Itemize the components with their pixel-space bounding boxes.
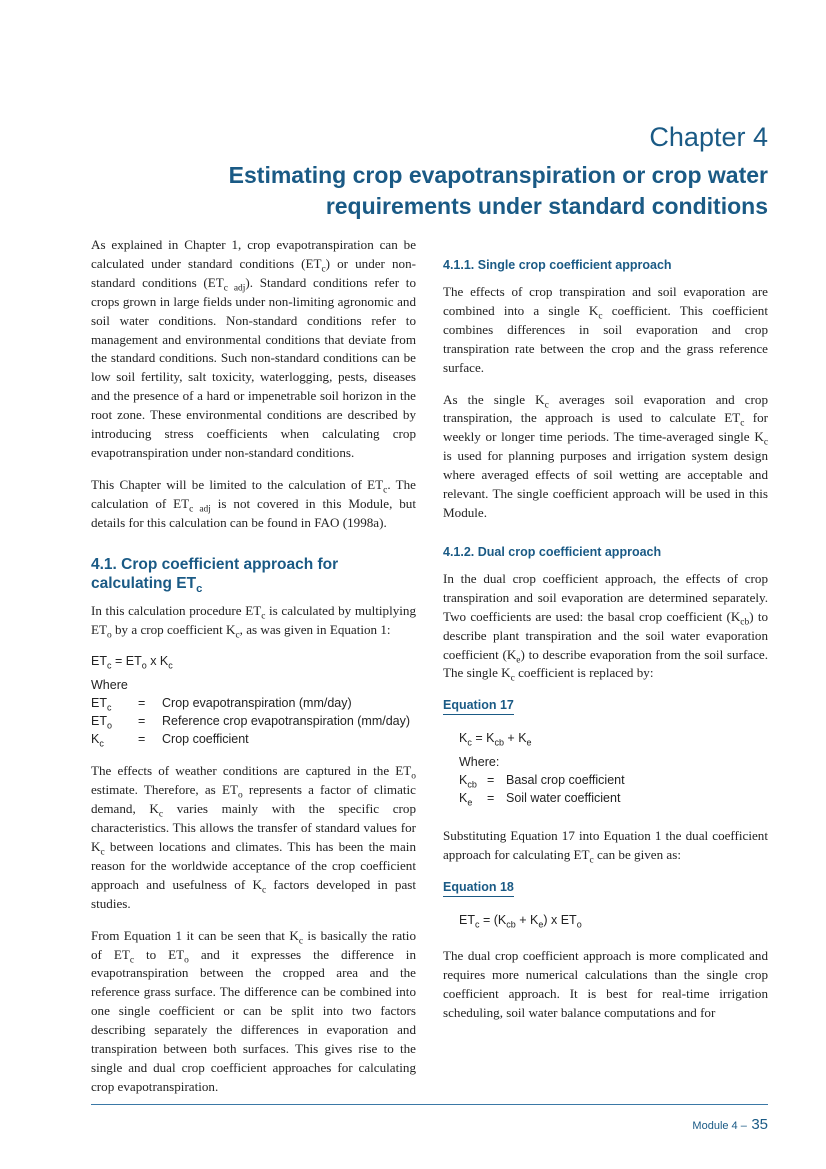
section-heading-4-1-2: 4.1.2. Dual crop coefficient approach xyxy=(443,544,662,559)
definition-text: Basal crop coefficient xyxy=(506,773,625,788)
definition-symbol: $K_e$ xyxy=(459,791,473,808)
definition-symbol: $K_{cb}$ xyxy=(459,773,477,790)
chapter-title: Estimating crop evapotranspiration or crop water requirements under standard conditions xyxy=(228,162,768,219)
page-number: 35 xyxy=(751,1116,768,1133)
paragraph: The dual crop coefficient approach is more complicated and requires more numerical calculations than the single crop coefficient approach. It is best for real-time irrigation scheduling, soil water balance computations and for xyxy=(443,948,768,1020)
where-label: Where: xyxy=(459,755,500,770)
definition-text: Crop coefficient xyxy=(162,732,249,747)
definition-row xyxy=(459,771,768,789)
section-heading-4-1: 4.1. Crop coefficient approach for calculating $ET_c$ xyxy=(91,555,339,595)
definition-equals: = xyxy=(487,791,495,806)
paragraph: The effects of weather conditions are captured in the $ET_o$ estimate. Therefore, as $ET_o$ represents a factor of climatic demand, $K_c$ varies mainly with the specific crop characteristics. This allows the transfer of standard values for $K_c$ between locations and climates. This has been the main reason for the worldwide acceptance of the crop coefficient approach and usefulness of $K_c$ factors developed in past studies. xyxy=(91,763,416,911)
equation-17-block xyxy=(443,729,768,807)
equation-18-block xyxy=(443,911,768,929)
right-column xyxy=(443,236,768,1036)
definition-equals: = xyxy=(487,773,495,788)
paragraph: In the dual crop coefficient approach, the effects of crop transpiration and soil evaporation are determined separately. Two coefficients are used: the basal crop coefficient $(K_{cb})$ to describe plant transpiration and the soil water evaporation coefficient $(K_e)$ to describe evaporation from the soil surface. The single $K_c$ coefficient is replaced by: xyxy=(443,570,769,685)
definition-row xyxy=(459,789,768,807)
equation-1-block xyxy=(91,652,416,748)
footer xyxy=(692,1116,768,1134)
equation-17: $K_c = K_{cb} + K_e$ xyxy=(459,731,532,748)
equation-17-heading: Equation 17 xyxy=(443,698,514,715)
definition-symbol: $K_c$ xyxy=(91,732,104,749)
definition-text: Soil water coefficient xyxy=(506,791,621,806)
paragraph: In this calculation procedure $ET_c$ is calculated by multiplying $ET_o$ by a crop coefficient $K_c$, as was given in Equation 1: xyxy=(91,602,416,641)
section-heading-4-1-1: 4.1.1. Single crop coefficient approach xyxy=(443,258,672,272)
equation-1: $ET_c = ET_o$ x $K_c$ xyxy=(91,654,173,671)
definition-symbol: $ET_o$ xyxy=(91,714,112,731)
definition-text: Crop evapotranspiration (mm/day) xyxy=(162,696,352,711)
left-column xyxy=(91,236,416,1110)
definition-equals: = xyxy=(138,732,146,747)
paragraph: This Chapter will be limited to the calculation of $ET_c$. The calculation of $ET_{c adj}$ is not covered in this Module, but details for this calculation can be found in FAO (1998a). xyxy=(91,476,416,530)
paragraph: Substituting Equation 17 into Equation 1 the dual coefficient approach for calculating $ET_c$ can be given as: xyxy=(443,828,768,866)
paragraph: The effects of crop transpiration and soil evaporation are combined into a single $K_c$ coefficient. This coefficient combines differences in soil evaporation and crop transpiration rate between the crop and the grass reference surface. xyxy=(443,284,768,375)
paragraph: As the single $K_c$ averages soil evaporation and crop transpiration, the approach is used to calculate $ET_c$ for weekly or longer time periods. The time-averaged single $K_c$ is used for planning purposes and irrigation system design where averaged effects of soil wetting are acceptable and relevant. The single coefficient approach will be used in this Module. xyxy=(443,391,768,520)
definition-row xyxy=(91,730,416,748)
definition-row xyxy=(91,712,416,730)
paragraph: From Equation 1 it can be seen that $K_c$ is basically the ratio of $ET_c$ to $ET_o$ and it expresses the difference in evapotranspiration between the cropped area and the reference grass surface. The difference can be combined into one single coefficient or can be split into two factors describing separately the differences in evaporation and transpiration between both surfaces. This gives rise to the single and dual crop coefficient approaches for calculating crop evapotranspiration. xyxy=(91,927,416,1094)
paragraph: As explained in Chapter 1, crop evapotranspiration can be calculated under standard conditions $(ET_c)$ or under non-standard conditions $(ET_{c adj})$. Standard conditions refer to crops grown in large fields under non-limiting agronomic and soil water conditions. Non-standard conditions refer to management and environmental conditions that deviate from the standard conditions. Such non-standard conditions can be low soil fertility, salt toxicity, waterlogging, pests, diseases and the presence of a hard or impenetrable soil horizon in the root zone. These environmental conditions are described by introducing stress coefficients when calculating crop evapotranspiration under non-standard conditions. xyxy=(91,237,416,460)
definition-equals: = xyxy=(138,714,146,729)
definition-text: Reference crop evapotranspiration (mm/day) xyxy=(162,714,411,729)
definition-row xyxy=(91,694,416,712)
definition-equals: = xyxy=(138,696,146,711)
where-label: Where xyxy=(91,678,128,693)
definition-symbol: $ET_c$ xyxy=(91,696,112,713)
chapter-label: Chapter 4 xyxy=(649,122,768,152)
footer-divider xyxy=(91,1104,768,1105)
equation-18-heading: Equation 18 xyxy=(443,880,514,897)
footer-module: Module 4 – xyxy=(692,1120,747,1132)
equation-18: $ET_c = (K_{cb} + K_e)$ x $ET_o$ xyxy=(459,913,582,930)
